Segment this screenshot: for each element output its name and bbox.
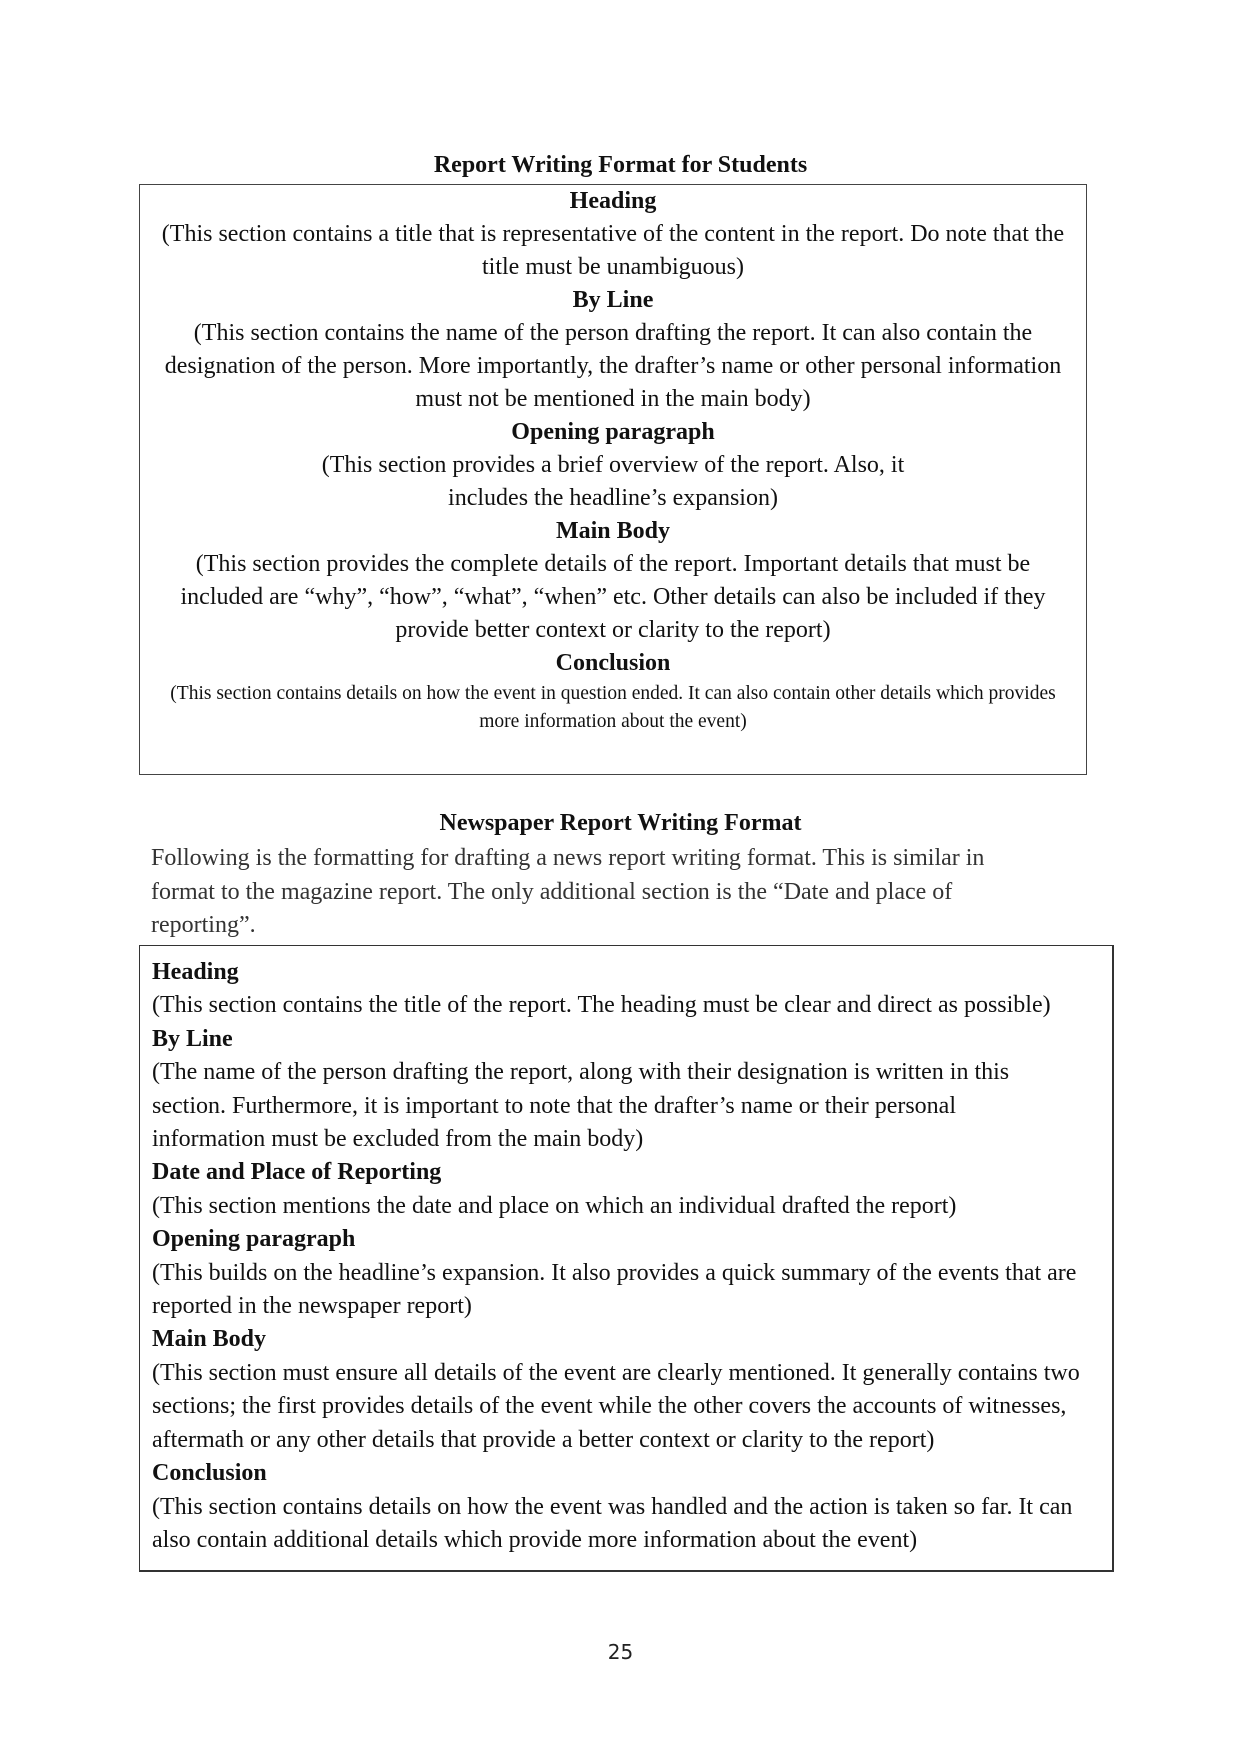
section-title: Main Body <box>555 518 671 544</box>
section-conclusion <box>140 647 1086 736</box>
section-text: (This section contains the name of the person drafting the report. It can also contain the designation of the person. More importantly, the drafter’s name or other personal information must not be mentioned in the main body) <box>164 320 1062 412</box>
section-text: (This section mentions the date and place on which an individual drafted the report) <box>152 1192 957 1219</box>
section-text: (The name of the person drafting the report, along with their designation is written in this section. Furthermore, it is important to note that the drafter’s name or their personal information must be excluded from the main body) <box>152 1059 1010 1153</box>
section-title: Heading <box>152 959 239 985</box>
section-text: (This section contains details on how the event was handled and the action is taken so far. It can also contain additional details which provide more information about the event) <box>152 1493 1073 1553</box>
section-text: (This builds on the headline’s expansion. It also provides a quick summary of the events that are reported in the newspaper report) <box>152 1259 1077 1320</box>
section-main-body <box>140 515 1086 647</box>
section-text: (This section provides the complete details of the report. Important details that must be included are “why”, “how”, “what”, “when” etc. Other details can also be included if they provide better context or clarity to the report) <box>180 551 1046 643</box>
section-title: Date and Place of Reporting <box>152 1159 442 1186</box>
section-text: (This section contains details on how the event in question ended. It can also contain other details which provides more information about the event) <box>170 683 1056 732</box>
section-opening-paragraph <box>140 416 1086 515</box>
page-number: 25 <box>607 1640 634 1664</box>
section-text: (This section provides a brief overview of the report. Also, it includes the headline’s expansion) <box>321 452 905 511</box>
section-title: Heading <box>569 188 657 214</box>
section-title: Conclusion <box>555 650 671 676</box>
section-title: Opening paragraph <box>152 1226 356 1253</box>
newspaper-format-box <box>139 945 1114 1572</box>
section-by-line <box>140 284 1086 416</box>
section-title: Conclusion <box>152 1460 267 1487</box>
section-title: By Line <box>572 287 654 313</box>
section-title: By Line <box>152 1025 233 1052</box>
newspaper-intro: Following is the formatting for drafting a news report writing format. This is similar in format to the magazine report. The only additional section is the “Date and place of reporting”. <box>151 845 985 938</box>
newspaper-format-title: Newspaper Report Writing Format <box>439 810 802 836</box>
section-heading <box>140 185 1086 284</box>
report-format-box <box>139 184 1087 775</box>
section-text: (This section contains a title that is representative of the content in the report. Do note that the title must be unambiguous) <box>161 221 1065 280</box>
section-text: (This section contains the title of the report. The heading must be clear and direct as possible) <box>152 992 1051 1019</box>
section-title: Opening paragraph <box>511 419 715 445</box>
report-format-title: Report Writing Format for Students <box>433 152 808 178</box>
section-title: Main Body <box>152 1326 267 1353</box>
section-text: (This section must ensure all details of the event are clearly mentioned. It generally contains two sections; the first provides details of the event while the other covers the accounts of witnesses, aftermath or any other details that provide a better context or clarity to the report) <box>152 1359 1080 1453</box>
